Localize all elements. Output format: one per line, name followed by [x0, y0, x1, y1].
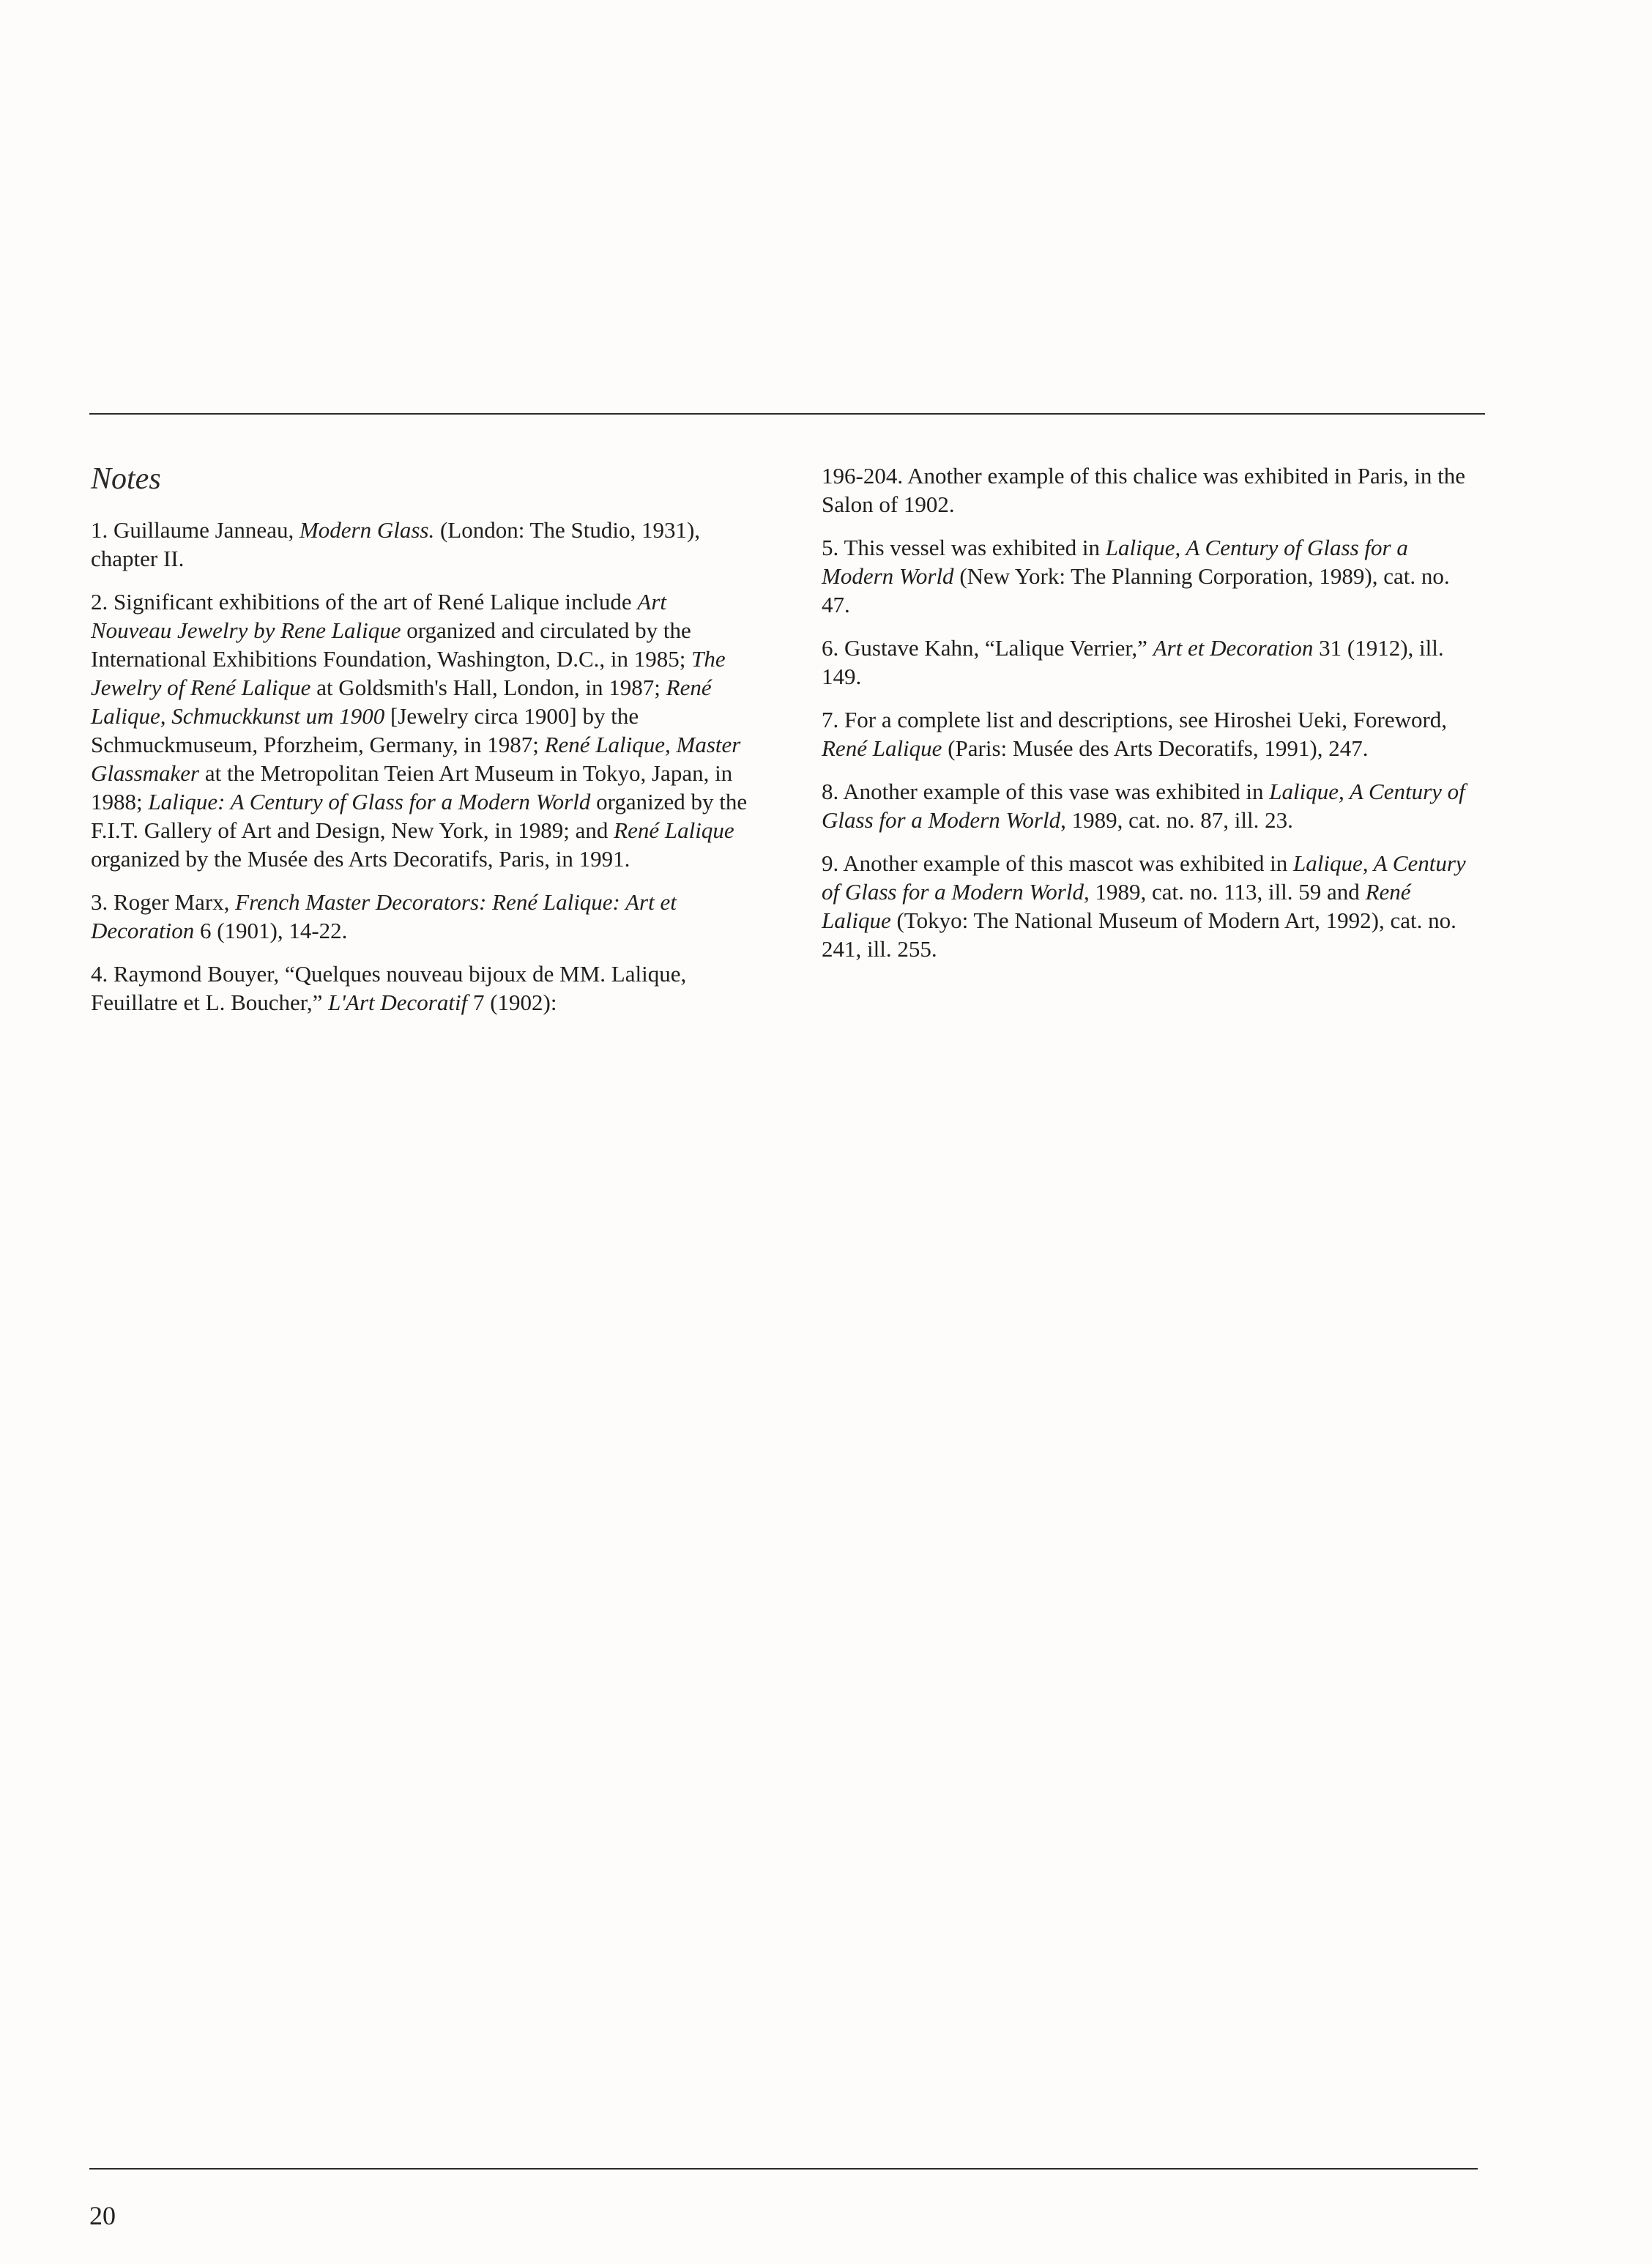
note-title-italic: Lalique, A Century of Glass for a Modern World [822, 779, 1465, 833]
note-item [91, 587, 750, 873]
note-title-italic: René Lalique [822, 879, 1411, 933]
note-text: at Goldsmith's Hall, London, in 1987; [310, 675, 666, 700]
note-text: 3. Roger Marx, [91, 889, 236, 915]
page-number: 20 [89, 2201, 116, 2230]
bottom-divider-rule [89, 2168, 1478, 2170]
note-title-italic: Lalique, A Century of Glass for a Modern World [822, 850, 1466, 905]
note-text: organized by the Musée des Arts Decoratifs, Paris, in 1991. [91, 846, 630, 872]
note-text: 9. Another example of this mascot was exhibited in [822, 850, 1293, 876]
note-title-italic: The Jewelry of René Lalique [91, 646, 726, 700]
note-text: (Tokyo: The National Museum of Modern Art, 1992), cat. no. 241, ill. 255. [822, 908, 1456, 962]
note-text: 8. Another example of this vase was exhibited in [822, 779, 1270, 804]
note-text: at the Metropolitan Teien Art Museum in Tokyo, Japan, in 1988; [91, 760, 733, 814]
note-text: 31 (1912), ill. 149. [822, 635, 1444, 689]
note-text: 196-204. Another example of this chalice was exhibited in Paris, in the Salon of 1902. [822, 463, 1465, 517]
note-text: (New York: The Planning Corporation, 1989), cat. no. 47. [822, 563, 1450, 617]
note-text: (London: The Studio, 1931), chapter II. [91, 517, 701, 571]
note-title-italic: Art Nouveau Jewelry by Rene Lalique [91, 589, 667, 643]
note-title-italic: René Lalique, Master Glassmaker [91, 732, 741, 786]
note-item [91, 960, 750, 1017]
note-item [822, 461, 1484, 519]
note-text: 7. For a complete list and descriptions, see Hiroshei Ueki, Foreword, [822, 707, 1448, 732]
note-title-italic: Lalique: A Century of Glass for a Modern World [148, 789, 591, 814]
note-title-italic: L'Art Decoratif [328, 990, 468, 1015]
note-text: organized by the F.I.T. Gallery of Art and Design, New York, in 1989; and [91, 789, 748, 843]
note-item [822, 705, 1484, 762]
note-title-italic: Art et Decoration [1153, 635, 1314, 661]
note-title-italic: René Lalique, Schmuckkunst um 1900 [91, 675, 712, 729]
notes-right-column [822, 461, 1484, 978]
note-title-italic: French Master Decorators: René Lalique: Art et Decoration [91, 889, 677, 943]
note-text: 5. This vessel was exhibited in [822, 535, 1106, 560]
left-notes-list [91, 516, 750, 1017]
note-title-italic: Modern Glass. [299, 517, 435, 543]
note-text: 7 (1902): [467, 990, 557, 1015]
note-title-italic: Lalique, A Century of Glass for a Modern World [822, 535, 1408, 589]
note-text: organized and circulated by the International Exhibitions Foundation, Washington, D.C., in 1985; [91, 617, 692, 672]
note-text: 2. Significant exhibitions of the art of René Lalique include [91, 589, 638, 615]
note-text: 6 (1901), 14-22. [194, 918, 348, 943]
right-notes-list [822, 461, 1484, 963]
note-item [91, 516, 750, 573]
note-title-italic: René Lalique [822, 735, 942, 761]
notes-left-column [91, 460, 750, 1031]
note-text: 4. Raymond Bouyer, “Quelques nouveau bijoux de MM. Lalique, Feuillatre et L. Boucher,” [91, 961, 687, 1015]
note-text: 1. Guillaume Janneau, [91, 517, 299, 543]
note-text: , 1989, cat. no. 113, ill. 59 and [1083, 879, 1366, 905]
note-text: , 1989, cat. no. 87, ill. 23. [1060, 807, 1293, 833]
note-title-italic: René Lalique [614, 817, 734, 843]
note-item [91, 888, 750, 945]
note-text: (Paris: Musée des Arts Decoratifs, 1991), 247. [942, 735, 1369, 761]
notes-heading: Notes [91, 462, 161, 496]
note-text: 6. Gustave Kahn, “Lalique Verrier,” [822, 635, 1153, 661]
note-item [822, 849, 1484, 963]
note-text: [Jewelry circa 1900] by the Schmuckmuseum, Pforzheim, Germany, in 1987; [91, 703, 639, 757]
note-item [822, 777, 1484, 834]
top-divider-rule [89, 413, 1485, 415]
note-item [822, 533, 1484, 619]
note-item [822, 634, 1484, 691]
